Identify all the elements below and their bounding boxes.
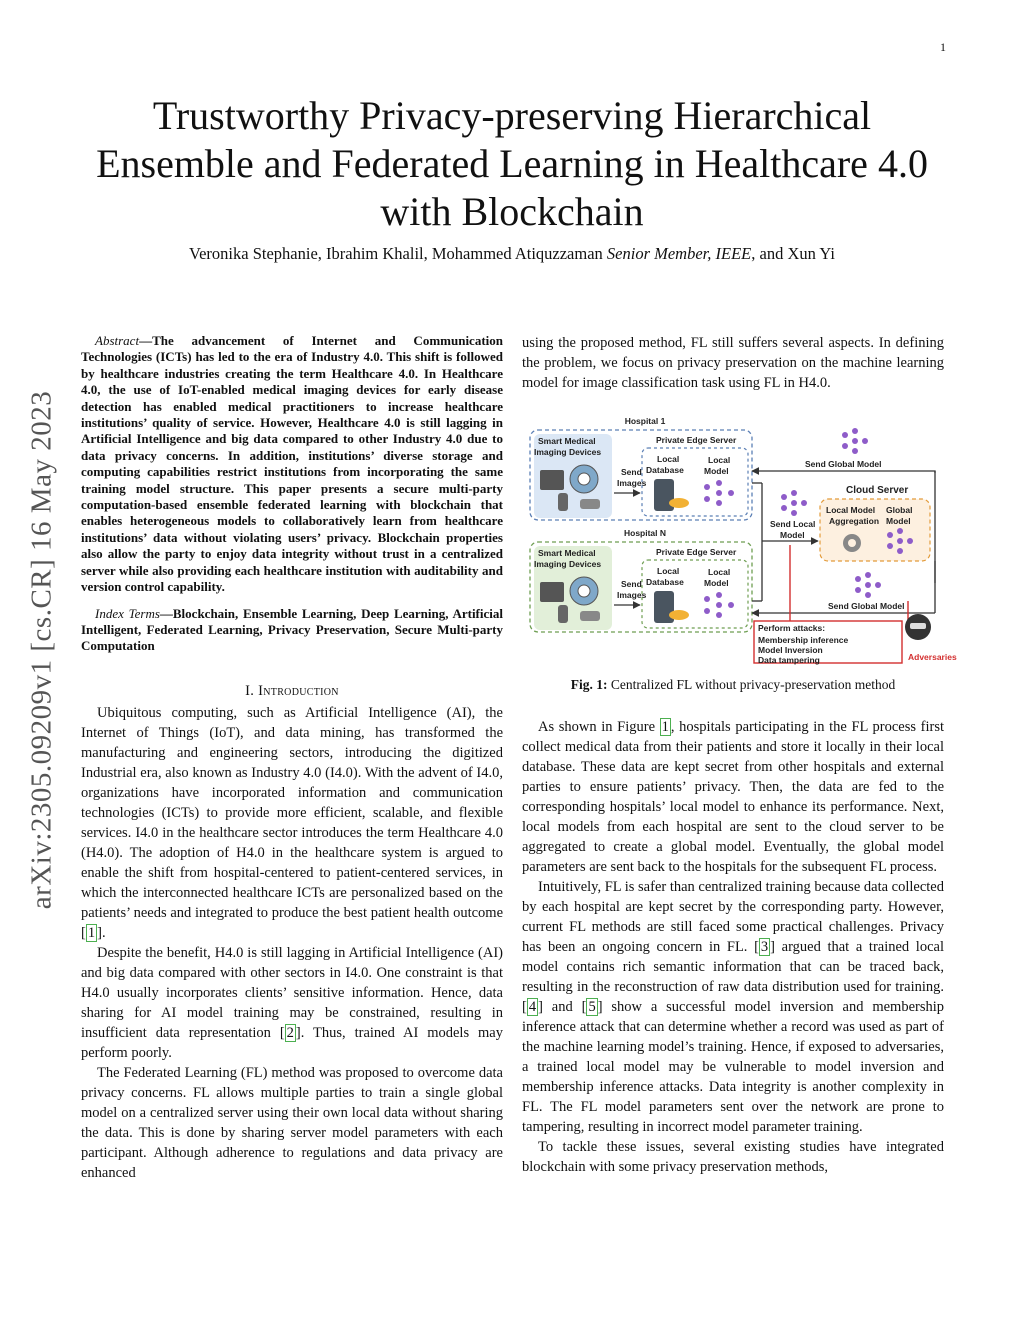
- citation-link[interactable]: 5: [588, 999, 596, 1015]
- send-label: Send: [621, 467, 642, 477]
- microscope-icon: [558, 605, 568, 623]
- paragraph: Intuitively, FL is safer than centralized training because data collected by each hospital are kept secret by the corresponding party. However, current FL methods are still faced some practical challenges. Privacy has been an ongoing concern in FL. [ 3 ] argued that a trained local model contains rich semantic information that can be traced back, resulting in the reconstruction of raw data distribution used for training. [ 4 ] and [ 5 ] show a successful model inversion and membership inference attack that can determine whether a record was used as part of the machine learning model’s training. Hence, if exposed to adversaries, a trained local model may be vulnerable to model inversion and membership inference attacks. Data integrity is another complexity in FL. The FL model parameters sent over the network are prone to tampering, resulting in incorrect model parameter training.: [522, 879, 944, 1135]
- right-column: [522, 333, 957, 1177]
- attack-item: Model Inversion: [758, 645, 823, 655]
- figure-ref-link[interactable]: 1: [661, 719, 669, 735]
- paper-title: [60, 92, 964, 236]
- arxiv-sidebar: [16, 330, 68, 970]
- global-model-icon: [842, 428, 868, 454]
- aggregation-label: Aggregation: [829, 516, 880, 526]
- send-label: Send: [621, 579, 642, 589]
- paragraph: [81, 1063, 503, 1183]
- author-list: [80, 244, 944, 264]
- local-model-send-icon: [781, 490, 807, 516]
- private-edge-label: Private Edge Server: [656, 435, 737, 445]
- arxiv-id: arXiv:2305.09209v1 [cs.CR] 16 May 2023: [25, 390, 58, 910]
- global-model-label: Model: [886, 516, 911, 526]
- figure-caption-text: Centralized FL without privacy-preservation method: [607, 677, 896, 692]
- index-terms-text: —Blockchain, Ensemble Learning, Deep Learning, Artificial Intelligent, Federated Learning, Privacy Preservation, Secure Multi-party Computation: [81, 605, 503, 654]
- citation-link[interactable]: 4: [528, 999, 537, 1015]
- images-label: Images: [617, 478, 647, 488]
- paragraph-text: . Thus, trained AI models may perform poorly.: [81, 1024, 503, 1061]
- fl-diagram: [522, 413, 957, 665]
- local-model-label: Local: [708, 567, 731, 577]
- paragraph: [522, 333, 944, 393]
- perform-attacks-label: Perform attacks:: [758, 623, 826, 633]
- private-edge-label: Private Edge Server: [656, 547, 737, 557]
- imaging-devices-label: Imaging Devices: [534, 559, 602, 569]
- scanner-core-icon: [578, 585, 590, 597]
- title-line: Trustworthy Privacy-preserving Hierarchical: [152, 93, 872, 138]
- database-label: Database: [646, 577, 684, 587]
- abstract-text: —The advancement of Internet and Communication Technologies (ICTs) has led to the era of Industry 4.0. This shift is followed by healthcare industries creating the term Healthcare 4.0. In Healthcare 4.0, the use of IoT-enabled medical imaging devices for early disease detection has enabled medical practitioners to increase healthcare institutions’ quality of service. However, Healthcare 4.0 is still lagging in Artificial Intelligence and big data compared to other Industry 4.0 due to data privacy concerns. In addition, institutions’ diverse storage and computing capabilities restrict institutions from incorporating the same training model structure. This paper presents a secure multi-party computation-based ensemble federated learning with blockchain that enables heterogeneous models to collaboratively learn from healthcare institutions’ data without violating users’ privacy. Blockchain properties also allow the party to enjoy data integrity without trust in a centralized server while also providing each healthcare institution with auditability and version control capability.: [81, 333, 503, 595]
- imaging-devices-label: Imaging Devices: [534, 447, 602, 457]
- paragraph-text: As shown in Figure: [538, 719, 660, 735]
- section-heading: [81, 681, 503, 701]
- author-role: Senior Member, IEEE: [606, 244, 752, 263]
- figure-1: [522, 413, 957, 665]
- left-column: [81, 333, 503, 1183]
- adversaries-label: Adversaries: [908, 652, 957, 662]
- model-icon: [704, 592, 734, 618]
- attack-item: Membership inference: [758, 635, 849, 645]
- paragraph-text: using the proposed method, FL still suffers several aspects. In defining the problem, we focus on privacy preservation on the machine learning model for image classification task using FL in H4.0.: [522, 335, 944, 391]
- database-icon: [654, 479, 674, 511]
- global-label: Global: [886, 505, 913, 515]
- section-title: Introduction: [258, 682, 339, 699]
- author-names: Veronika Stephanie, Ibrahim Khalil, Mohammed Atiquzzaman: [189, 244, 607, 263]
- paragraph: [522, 717, 944, 877]
- local-db-label: Local: [657, 454, 680, 464]
- database-label: Database: [646, 465, 684, 475]
- hospital-n-label: Hospital N: [623, 528, 667, 538]
- abstract: [81, 333, 503, 596]
- smart-medical-label: Smart Medical: [538, 436, 596, 446]
- citation-link[interactable]: 3: [760, 939, 769, 955]
- figure-label: Fig. 1:: [570, 677, 608, 692]
- page-number: 1: [940, 40, 946, 54]
- abstract-label: Abstract: [95, 333, 140, 348]
- citation-link[interactable]: 2: [286, 1024, 294, 1041]
- smart-medical-label: Smart Medical: [538, 548, 596, 558]
- cloud-server-label: Cloud Server: [846, 485, 909, 496]
- paragraph-text: Ubiquitous computing, such as Artificial Intelligence (AI), the Internet of Things (IoT), and data mining, has transformed the manufacturing and engineering sectors, introducing the digitized Industrial era, also known as Industry 4.0 (I4.0). With the advent of I4.0, organizations have incorporated information and communication technologies (ICTs) to provide more efficient, scalable, and flexible services. I4.0 in the healthcare sector introduces the term Healthcare 4.0 (H4.0). The adoption of H4.0 in the healthcare system is argued to enable the shift from hospital-centered to patient-centered services, in which the interconnected healthcare ICTs are personalized based on the patients’ needs and integrated to produce the best patient health outcome: [81, 704, 503, 921]
- paragraph: [522, 1137, 944, 1177]
- title-line: Ensemble and Federated Learning in Healthcare 4.0: [96, 141, 928, 186]
- local-model-label: Local: [708, 455, 731, 465]
- paragraph-text: To tackle these issues, several existing studies have integrated blockchain with some privacy preservation methods,: [522, 1139, 944, 1175]
- citation-link[interactable]: 1: [87, 924, 96, 941]
- title-line: with Blockchain: [380, 189, 644, 234]
- paragraph-text: Intuitively, FL is safer than centralized training because data collected by each hospital are kept secret by the corresponding party. However, current FL methods are still faced some practical challenges. Privacy has been an ongoing concern in FL.: [522, 879, 944, 955]
- gear-hole-icon: [848, 539, 856, 547]
- database-disk-icon: [669, 610, 689, 620]
- paragraph-text: The Federated Learning (FL) method was proposed to overcome data privacy concerns. FL allows multiple parties to train a single global model on a centralized server using their own local data without sharing the data. This is done by sharing server model parameters with each participant. Although adherence to regulations and data privacy are enhanced: [81, 1064, 503, 1181]
- model-icon: [704, 480, 734, 506]
- scanner-core-icon: [578, 473, 590, 485]
- section-number: I.: [245, 682, 259, 699]
- hacker-mask-icon: [910, 623, 926, 629]
- model-label: Model: [704, 466, 729, 476]
- paragraph-text: , hospitals participating in the FL process first collect medical data from their patients and store it locally in their local database. These data are kept secret from other hospitals and external parties to ensure patients’ privacy. Then, the data are fed to the corresponding hospitals’ local model to enhance its performance. Next, local models from each hospital are sent to the cloud server to be aggregated to create a global model. Eventually, the global model parameters are sent back to the hospitals for the subsequent FL process.: [522, 719, 944, 875]
- send-global-model-label: Send Global Model: [805, 459, 882, 469]
- local-model-agg-label: Local Model: [826, 505, 876, 515]
- send-local-label: Send Local: [770, 519, 816, 529]
- send-global-model-label: Send Global Model: [828, 601, 905, 611]
- wearable-icon: [580, 611, 600, 621]
- paragraph-text: Despite the benefit, H4.0 is still lagging in Artificial Intelligence (AI) and big data compared with other sectors in I4.0. One constraint is that H4.0 usually incorporates clients’ sensitive information. Hence, data sharing for AI model training may be constrained, resulting in insufficient data representation: [81, 944, 503, 1041]
- index-terms-label: Index Terms: [95, 605, 160, 621]
- index-terms: [81, 606, 503, 655]
- images-label: Images: [617, 590, 647, 600]
- paragraph-text: argued that a trained local model contains rich semantic information that can be traced back, resulting in the reconstruction of raw data distribution used for training.: [522, 939, 944, 995]
- global-model-icon: [855, 572, 881, 598]
- figure-caption: [522, 675, 944, 695]
- wearable-icon: [580, 499, 600, 509]
- model-label: Model: [704, 578, 729, 588]
- monitor-icon: [540, 470, 564, 490]
- paragraph: Despite the benefit, H4.0 is still lagging in Artificial Intelligence (AI) and big data compared with other sectors in I4.0. One constraint is that H4.0 usually incorporates clients’ sensitive information. Hence, data sharing for AI model training may be constrained, resulting in insufficient data representation [ 2 ]. Thus, trained AI models may perform poorly.: [81, 944, 503, 1061]
- global-model-arrow: [752, 471, 935, 473]
- database-disk-icon: [669, 498, 689, 508]
- paragraph-text: and: [542, 999, 582, 1015]
- hospital-1-label: Hospital 1: [624, 416, 666, 426]
- paragraph-text: show a successful model inversion and membership inference attack that can determine whether a record was used as part of the machine learning model’s training. Hence, if exposed to adversaries, a trained local model may be vulnerable to model inversion and membership inference attacks. Data integrity is another complexity in FL. The FL model parameters sent over the network are prone to tampering, resulting in incorrect model parameter training.: [522, 999, 944, 1135]
- attack-item: Data tampering: [758, 655, 820, 665]
- local-db-label: Local: [657, 566, 680, 576]
- author-tail: , and Xun Yi: [751, 244, 835, 263]
- paragraph-text: .: [101, 924, 106, 941]
- send-local-model-label: Model: [780, 530, 805, 540]
- monitor-icon: [540, 582, 564, 602]
- paragraph: Ubiquitous computing, such as Artificial Intelligence (AI), the Internet of Things (IoT), and data mining, has transformed the manufacturing and engineering sectors, introducing the digitized Industrial era, also known as Industry 4.0 (I4.0). With the advent of I4.0, organizations have incorporated information and communication technologies (ICTs) to provide more efficient, scalable, and flexible services. I4.0 in the healthcare sector introduces the term Healthcare 4.0 (H4.0). The adoption of H4.0 in the healthcare system is argued to enable the shift from hospital-centered to patient-centered services, in which the interconnected healthcare ICTs are personalized based on the patients’ needs and integrated to produce the best patient health outcome [ 1 ].: [81, 704, 503, 941]
- database-icon: [654, 591, 674, 623]
- microscope-icon: [558, 493, 568, 511]
